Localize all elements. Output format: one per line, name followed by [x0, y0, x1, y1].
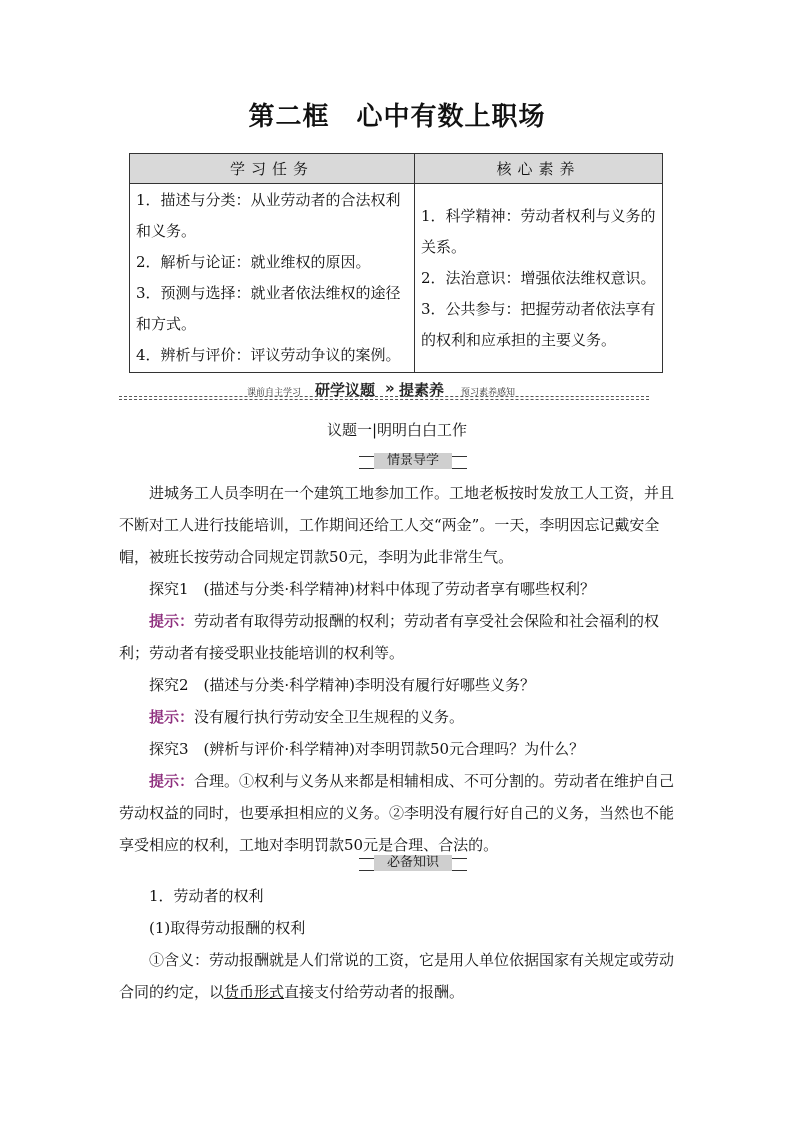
question-2: 探究2 (描述与分类·科学精神)李明没有履行好哪些义务？: [149, 676, 536, 694]
scene-section-tag: [359, 453, 467, 469]
section-banner: [119, 379, 649, 401]
knowledge-section-label: 必备知识: [374, 855, 452, 871]
knowledge-heading: 1．劳动者的权利: [149, 887, 264, 905]
page-title: 第二框 心中有数上职场: [248, 102, 546, 132]
banner-right-text: 预习素养感知: [461, 388, 516, 398]
table-header-tasks: 学习任务: [130, 154, 415, 184]
hint-label: 提示：: [149, 772, 195, 790]
question-1: 探究1 (描述与分类·科学精神)材料中体现了劳动者享有哪些权利？: [149, 580, 596, 598]
knowledge-section-tag: [359, 855, 467, 871]
knowledge-subheading: (1)取得劳动报酬的权利: [149, 919, 306, 937]
task-item: 2．解析与论证：就业维权的原因。: [136, 253, 371, 271]
key-term: 货币形式: [224, 983, 285, 1001]
banner-divider-line: [119, 399, 649, 400]
scenario-paragraph: 进城务工人员李明在一个建筑工地参加工作。工地老板按时发放工人工资，并且不断对工人进行技能培训，工作期间还给工人交“两金”。一天，李明因忘记戴安全帽，被班长按劳动合同规定罚款50元，李明为此非常生气。: [119, 484, 675, 566]
literacy-item: 1．科学精神：劳动者权利与义务的关系。: [421, 206, 656, 256]
literacy-item: 3．公共参与：把握劳动者依法享有的权利和应承担的主要义务。: [421, 299, 656, 349]
answer-3: [119, 765, 679, 861]
banner-arrow-icon: »: [385, 379, 395, 397]
hint-label: 提示：: [149, 612, 195, 630]
literacy-cell: [415, 184, 663, 373]
literacy-item: 2．法治意识：增强依法维权意识。: [421, 268, 656, 287]
scene-section-label: 情景导学: [374, 453, 452, 469]
task-item: 1．描述与分类：从业劳动者的合法权利和义务。: [136, 191, 401, 240]
banner-divider-line: [119, 396, 649, 397]
banner-main-text: 研学议题: [315, 381, 376, 399]
answer-text: 劳动者有取得劳动报酬的权利；劳动者有享受社会保险和社会福利的权利；劳动者有接受职业技能培训的权利等。: [119, 612, 660, 662]
table-header-literacy: 核心素养: [415, 154, 663, 184]
topic-heading: 议题一|明明白白工作: [326, 421, 468, 439]
tasks-cell: [130, 184, 415, 373]
learning-goals-table: [129, 153, 663, 373]
answer-2: [119, 701, 679, 733]
hint-label: 提示：: [149, 708, 195, 726]
question-3: 探究3 (辨析与评价·科学精神)对李明罚款50元合理吗？为什么？: [149, 740, 585, 758]
knowledge-paragraph: ①含义：劳动报酬就是人们常说的工资，它是用人单位依据国家有关规定或劳动合同的约定，以货币形式直接支付给劳动者的报酬。: [119, 951, 675, 1001]
answer-text: 没有履行执行劳动安全卫生规程的义务。: [194, 708, 465, 726]
task-item: 3．预测与选择：就业者依法维权的途径和方式。: [136, 284, 401, 333]
banner-left-text: 课前自主学习: [247, 388, 302, 398]
task-item: 4．辨析与评价：评议劳动争议的案例。: [136, 346, 401, 364]
answer-1: [119, 605, 679, 669]
answer-text: 合理。①权利与义务从来都是相辅相成、不可分割的。劳动者在维护自己劳动权益的同时，也要承担相应的义务。②李明没有履行好自己的义务，当然也不能享受相应的权利，工地对李明罚款50元是合理、合法的。: [119, 772, 675, 854]
banner-main2-text: 提素养: [399, 381, 445, 399]
